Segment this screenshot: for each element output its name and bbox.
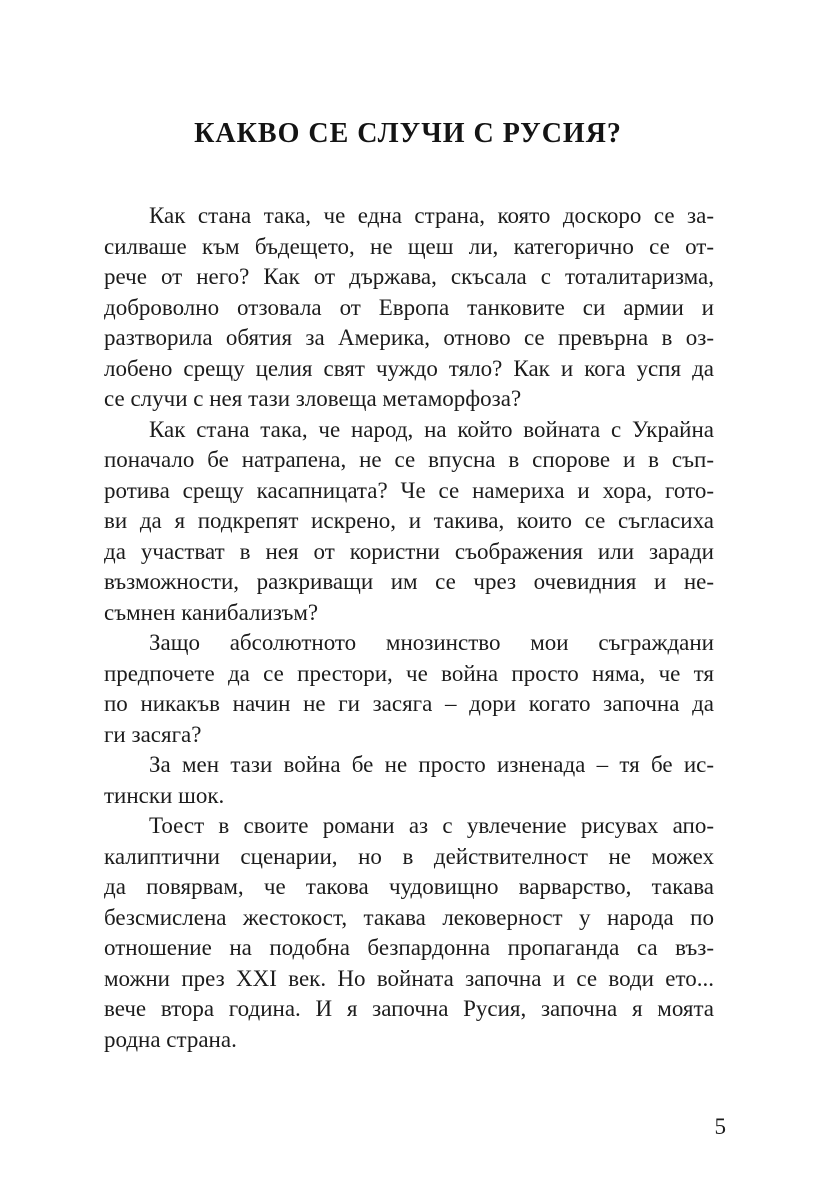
text-line: Защо абсолютното мнозинство мои съграждани [149,630,714,655]
text-line: доброволно отзовала от Европа танковите си армии и [104,294,714,320]
text-line: лобено срещу целия свят чуждо тяло? Как и кога успя да [104,355,714,381]
body-text [104,201,714,1055]
text-line: Как стана така, че народ, на който войната с Украйна [149,416,714,442]
paragraph [104,750,714,811]
text-line: поначало бе натрапена, не се впусна в спорове и в съп- [104,447,714,472]
paragraph [104,201,714,415]
text-line: тински шок. [104,782,225,808]
text-line: калиптични сценарии, но в действителност не можех [104,843,714,869]
text-line: За мен тази война бе не просто изненада – тя бе ис- [149,752,714,777]
page-number: 5 [714,1114,726,1139]
text-line: Тоест в своите романи аз с увлечение рисувах апо- [149,813,714,838]
text-line: Как стана така, че една страна, която доскоро се за- [149,203,714,228]
text-line: безсмислена жестокост, такава лековерност у народа по [104,904,714,930]
text-line: предпочете да се престори, че война просто няма, че тя [104,660,714,686]
text-line: вече втора година. И я започна Русия, започна я моята [104,996,714,1021]
chapter-title: КАКВО СЕ СЛУЧИ С РУСИЯ? [194,118,622,149]
text-line: по никакъв начин не ги засяга – дори когато започна да [104,691,714,716]
paragraph [104,811,714,1055]
text-line: да повярвам, че такова чудовищно варварство, такава [104,874,714,899]
text-line: ги засяга? [104,721,202,747]
text-line: родна страна. [104,1026,237,1052]
paragraph [104,628,714,750]
text-line: ротива срещу касапницата? Че се намериха и хора, гото- [104,477,714,503]
text-line: разтворила обятия за Америка, отново се превърна в оз- [104,325,714,350]
text-line: възможности, разкриващи им се чрез очевидния и не- [104,569,714,594]
text-line: отношение на подобна безпардонна пропаганда са въз- [104,935,714,960]
text-line: ви да я подкрепят искрено, и такива, които се съгласиха [104,508,714,533]
text-line: съмнен канибализъм? [104,599,319,625]
paragraph [104,415,714,629]
text-line: рече от него? Как от държава, скъсала с тоталитаризма, [104,264,714,289]
text-line: силваше към бъдещето, не щеш ли, категорично се от- [104,233,714,259]
text-line: да участват в нея от користни съображения или заради [104,538,714,564]
text-line: се случи с нея тази зловеща метаморфоза? [104,386,522,411]
text-line: можни през XXI век. Но войната започна и се води ето... [104,965,714,991]
